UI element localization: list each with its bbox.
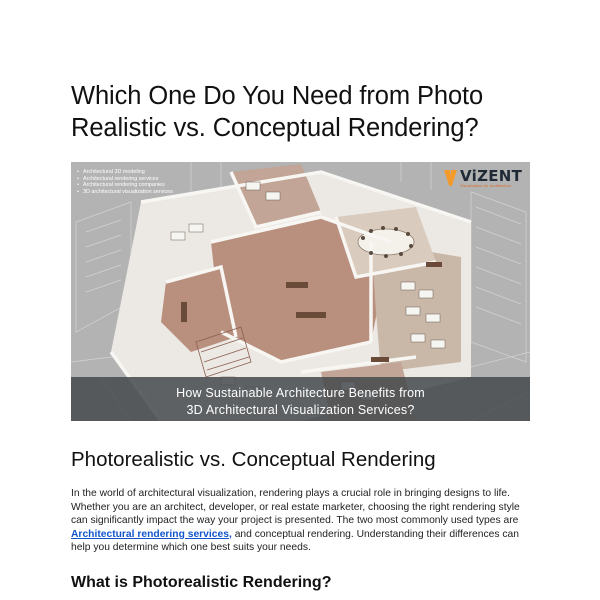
hero-caption-line-2: 3D Architectural Visualization Services? bbox=[186, 402, 415, 417]
logo-mark-icon bbox=[444, 170, 457, 186]
vizent-logo bbox=[444, 168, 524, 192]
hero-bullet-list bbox=[77, 169, 173, 195]
hero-bullet: • 3D architectural visualization services bbox=[77, 189, 173, 196]
page-title: Which One Do You Need from Photo Realistic vs. Conceptual Rendering? bbox=[71, 82, 484, 142]
hero-image bbox=[71, 162, 530, 421]
hero-bullet: • Architectural rendering services bbox=[77, 176, 173, 183]
logo-tagline: Visualization for Architecture bbox=[460, 184, 512, 188]
logo-name: ViZENT bbox=[460, 167, 523, 185]
paragraph-text-before-link: In the world of architectural visualization, rendering plays a crucial role in bringing designs to life. Whether you are an architect, developer, or real estate marketer, choosing the right rendering style can significantly impact the way your project is presented. The two most commonly used types are bbox=[71, 488, 520, 527]
paragraph-text-after-link: and conceptual rendering. Understanding their differences can help you determine which one best suits your needs. bbox=[71, 528, 519, 554]
hero-caption-line-1: How Sustainable Architecture Benefits from bbox=[176, 386, 425, 400]
subheading: What is Photorealistic Rendering? bbox=[71, 574, 332, 591]
hero-caption bbox=[71, 385, 530, 418]
hero-bullet: • Architectural rendering companies bbox=[77, 182, 173, 189]
rendering-services-link[interactable]: Architectural rendering services, bbox=[71, 528, 232, 540]
intro-paragraph bbox=[71, 487, 526, 555]
section-heading: Photorealistic vs. Conceptual Rendering bbox=[71, 448, 436, 471]
hero-bullet: • Architectural 3D modeling bbox=[77, 169, 173, 176]
